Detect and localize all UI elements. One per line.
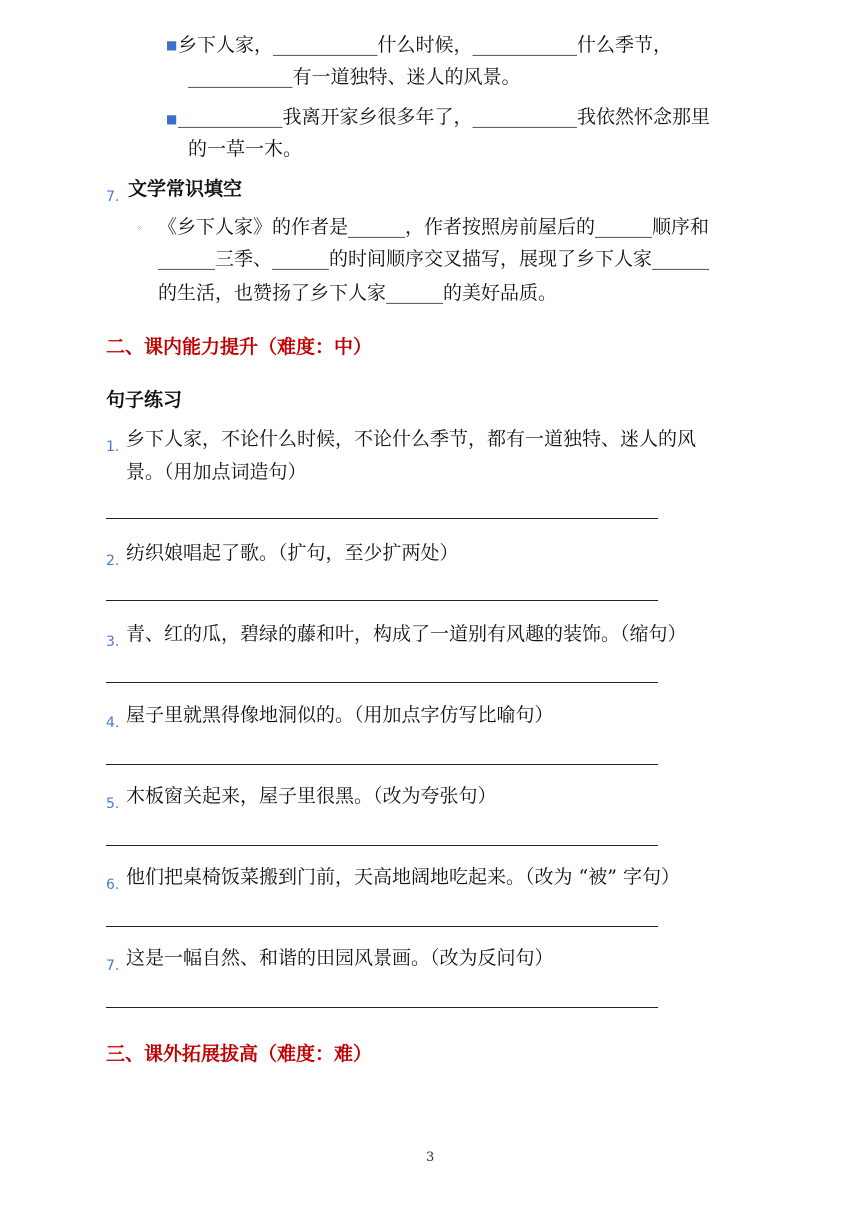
bullet-line: 的一草一木。 [188,138,303,160]
answer-line[interactable] [106,1007,658,1008]
square-bullet-icon: ■ [166,38,178,52]
exercise-text: 木板窗关起来，屋子里很黑。（改为夸张句） [126,785,497,807]
exercise-text: 他们把桌椅饭菜搬到门前，天高地阔地吃起来。（改为 “被” 字句） [126,866,681,888]
exercise-text: 屋子里就黑得像地洞似的。（用加点字仿写比喻句） [126,704,554,726]
fill-blank-line: 《乡下人家》的作者是______，作者按照房前屋后的______顺序和 [158,216,710,238]
question-title: 文学常识填空 [128,178,243,200]
question-number: 7. [106,189,120,205]
bullet-line: ___________有一道独特、迷人的风景。 [188,66,521,88]
fill-blank-line: ______三季、______的时间顺序交叉描写，展现了乡下人家______ [158,248,710,270]
exercise-text: 乡下人家，不论什么时候，不论什么季节，都有一道独特、迷人的风 [126,428,697,450]
bullet-line: ___________我离开家乡很多年了，___________我依然怀念那里 [178,106,711,128]
exercise-number: 7. [106,958,120,974]
answer-line[interactable] [106,845,658,846]
exercise-text: 景。（用加点词造句） [126,461,307,483]
square-bullet-icon: ■ [166,112,178,126]
exercise-text: 这是一幅自然、和谐的田园风景画。（改为反问句） [126,947,554,969]
exercise-number: 5. [106,796,120,812]
answer-line[interactable] [106,926,658,927]
exercise-number: 4. [106,715,120,731]
section-heading: 三、课外拓展拔高（难度：难） [106,1043,373,1065]
ring-bullet-icon: ◦ [136,221,144,235]
exercise-number: 3. [106,634,120,650]
exercise-text: 纺织娘唱起了歌。（扩句，至少扩两处） [126,542,459,564]
exercise-text: 青、红的瓜，碧绿的藤和叶，构成了一道别有风趣的装饰。（缩句） [126,623,687,645]
bullet-line: 乡下人家，___________什么时候，___________什么季节， [178,34,673,56]
exercise-number: 1. [106,439,120,455]
fill-blank-line: 的生活，也赞扬了乡下人家______的美好品质。 [158,282,558,304]
exercise-number: 6. [106,877,120,893]
exercise-number: 2. [106,553,120,569]
answer-line[interactable] [106,518,658,519]
page-number: 3 [426,1150,435,1165]
section-heading: 二、课内能力提升（难度：中） [106,336,373,358]
answer-line[interactable] [106,764,658,765]
answer-line[interactable] [106,682,658,683]
answer-line[interactable] [106,600,658,601]
subsection-heading: 句子练习 [106,389,183,411]
